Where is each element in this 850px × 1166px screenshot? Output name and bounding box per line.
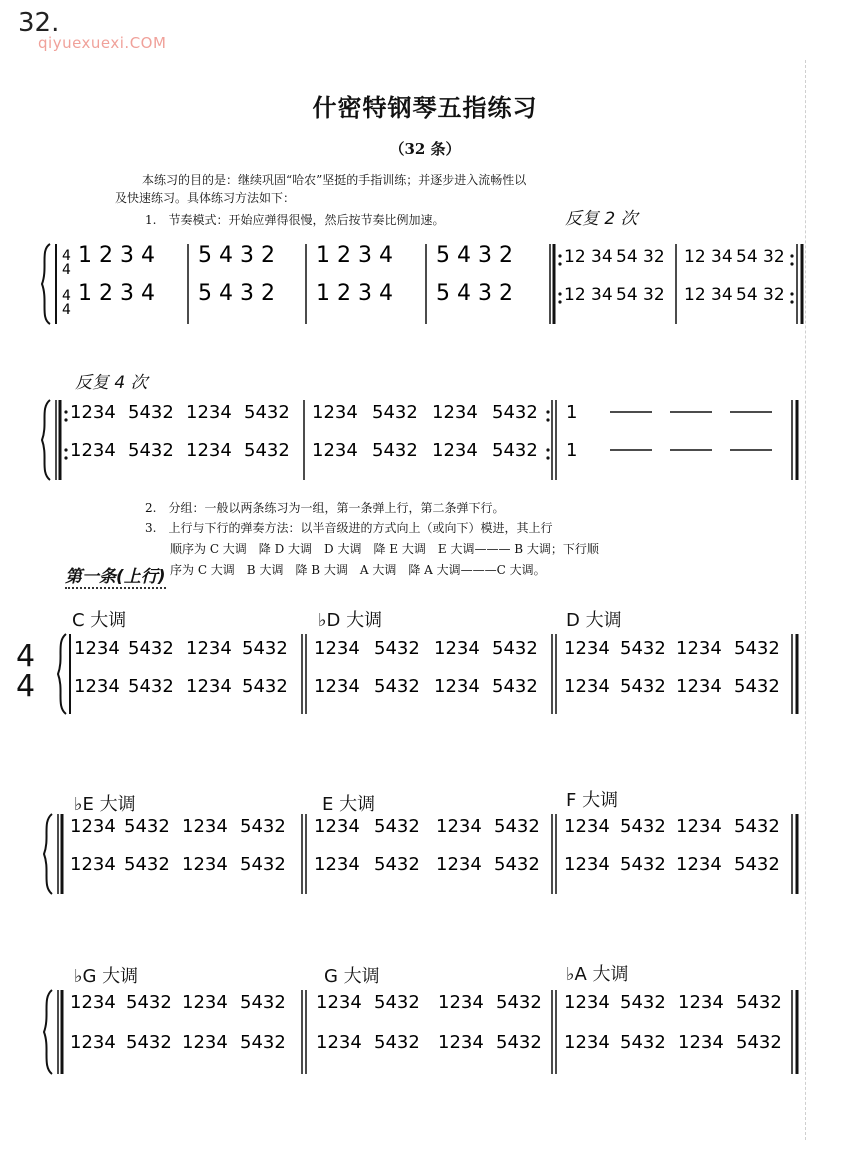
staff-system-4 (40, 810, 810, 900)
measure-db (314, 638, 538, 697)
key-label-db: ♭D 大调 (318, 610, 383, 631)
repeat-dot (558, 292, 561, 295)
repeat-4-annotation: 反复 4 次 (75, 373, 148, 393)
pattern-down: 5432 (736, 1032, 782, 1053)
pattern-up: 1234 (312, 402, 358, 423)
pattern-up: 1234 (186, 638, 232, 659)
page-subtitle: （32 条） (389, 140, 461, 158)
repeat-dot (546, 410, 549, 413)
page-number: 32. (18, 8, 60, 38)
measure-ab (564, 992, 782, 1053)
pattern-down: 5432 (240, 854, 286, 875)
pattern-down: 5432 (128, 440, 174, 461)
pattern-up: 1234 (316, 992, 362, 1013)
repeat-dot (546, 418, 549, 421)
key-label-c: C 大调 (72, 610, 127, 631)
key-label-gb: ♭G 大调 (74, 966, 139, 987)
pattern-up-16: 12 34 (564, 285, 613, 305)
pattern-down: 5432 (372, 440, 418, 461)
pattern-down: 5432 (620, 854, 666, 875)
pattern-down-16: 54 32 (616, 285, 665, 305)
pattern-down-16: 54 32 (616, 247, 665, 267)
pattern-down: 5432 (734, 854, 780, 875)
pattern-up: 1234 (70, 1032, 116, 1053)
time-sig-top: 4 (62, 288, 71, 304)
pattern-up: 1234 (678, 992, 724, 1013)
repeat-dot (558, 300, 561, 303)
pattern-down: 5432 (620, 816, 666, 837)
measure-e (314, 816, 540, 875)
pattern-up: 1234 (74, 676, 120, 697)
pattern-up: 1 2 3 4 (316, 281, 393, 306)
staff-system-2 (40, 396, 810, 486)
pattern-down: 5432 (492, 402, 538, 423)
brace (58, 634, 66, 714)
brace (42, 244, 50, 324)
pattern-up: 1234 (564, 992, 610, 1013)
pattern-down-16: 54 32 (736, 285, 785, 305)
time-signature-large (16, 639, 36, 704)
repeat-dot (558, 262, 561, 265)
pattern-down: 5432 (620, 676, 666, 697)
key-label-g: G 大调 (324, 966, 380, 987)
time-sig-top: 4 (16, 639, 36, 674)
pattern-down: 5 4 3 2 (198, 243, 275, 268)
pattern-down: 5432 (374, 1032, 420, 1053)
pattern-down: 5432 (494, 854, 540, 875)
pattern-down: 5432 (736, 992, 782, 1013)
pattern-down: 5432 (374, 816, 420, 837)
pattern-down: 5432 (244, 440, 290, 461)
pattern-down: 5432 (126, 992, 172, 1013)
pattern-up: 1234 (676, 638, 722, 659)
pattern-down: 5432 (240, 816, 286, 837)
measure-d (564, 638, 780, 697)
pattern-up-16: 12 34 (684, 285, 733, 305)
pattern-up: 1234 (70, 816, 116, 837)
pattern-up: 1234 (438, 1032, 484, 1053)
brace (42, 400, 50, 480)
brace (44, 814, 52, 894)
pattern-down: 5 4 3 2 (198, 281, 275, 306)
pattern-up: 1 2 3 4 (78, 281, 155, 306)
time-sig-bottom: 4 (62, 302, 71, 318)
key-label-d: D 大调 (566, 610, 622, 631)
pattern-down: 5432 (128, 402, 174, 423)
repeat-dot (790, 300, 793, 303)
repeat-dot (64, 410, 67, 413)
pattern-down: 5432 (128, 676, 174, 697)
pattern-down: 5432 (124, 854, 170, 875)
pattern-up: 1234 (564, 854, 610, 875)
pattern-down: 5432 (244, 402, 290, 423)
pattern-up: 1234 (678, 1032, 724, 1053)
pattern-down: 5432 (494, 816, 540, 837)
pattern-down: 5432 (620, 638, 666, 659)
pattern-up: 1234 (564, 638, 610, 659)
pattern-down: 5432 (372, 402, 418, 423)
pattern-down: 5432 (734, 816, 780, 837)
pattern-down-16: 54 32 (736, 247, 785, 267)
pattern-up: 1234 (432, 402, 478, 423)
pattern-down: 5432 (492, 440, 538, 461)
pattern-up: 1234 (74, 638, 120, 659)
repeat-dot (546, 448, 549, 451)
pattern-up: 1234 (676, 816, 722, 837)
repeat-dot (64, 418, 67, 421)
intro-item-1: 1. 节奏模式：开始应弹得很慢，然后按节奏比例加速。 (145, 213, 445, 227)
pattern-down: 5432 (496, 992, 542, 1013)
pattern-up: 1234 (182, 992, 228, 1013)
pattern-up: 1234 (436, 816, 482, 837)
pattern-down: 5432 (374, 992, 420, 1013)
measure-gb (70, 992, 286, 1053)
pattern-up: 1234 (312, 440, 358, 461)
pattern-down: 5432 (374, 676, 420, 697)
staff-system-5 (40, 986, 810, 1078)
pattern-down: 5432 (492, 676, 538, 697)
repeat-dot (558, 254, 561, 257)
time-sig-top: 4 (62, 248, 71, 264)
measure-f (564, 816, 780, 875)
pattern-up: 1234 (186, 676, 232, 697)
whole-note: 1 (566, 440, 578, 461)
pattern-up-16: 12 34 (684, 247, 733, 267)
pattern-down: 5432 (496, 1032, 542, 1053)
pattern-up: 1234 (182, 816, 228, 837)
pattern-up: 1234 (564, 816, 610, 837)
pattern-down: 5432 (240, 1032, 286, 1053)
pattern-up: 1234 (314, 638, 360, 659)
repeat-dot (546, 456, 549, 459)
measure-g (316, 992, 542, 1053)
pattern-up: 1 2 3 4 (316, 243, 393, 268)
pattern-up: 1234 (434, 638, 480, 659)
pattern-up: 1234 (438, 992, 484, 1013)
scan-margin-line (805, 60, 806, 1140)
intro-line-1: 本练习的目的是：继续巩固“哈农”坚挺的手指训练；并逐步进入流畅性以 (142, 173, 527, 187)
intro-line-2: 及快速练习。具体练习方法如下： (115, 191, 296, 205)
pattern-up: 1234 (182, 1032, 228, 1053)
pattern-down: 5 4 3 2 (436, 243, 513, 268)
pattern-down: 5432 (620, 992, 666, 1013)
time-sig-bottom: 4 (16, 669, 36, 704)
measure-c (74, 638, 288, 697)
pattern-up: 1234 (314, 854, 360, 875)
pattern-up: 1234 (564, 676, 610, 697)
repeat-dot (64, 448, 67, 451)
pattern-up: 1234 (70, 854, 116, 875)
pattern-up: 1234 (70, 402, 116, 423)
section-heading-first: 第一条(上行) (65, 562, 166, 589)
pattern-up: 1234 (314, 676, 360, 697)
pattern-down: 5432 (734, 676, 780, 697)
pattern-up: 1234 (182, 854, 228, 875)
pattern-down: 5432 (240, 992, 286, 1013)
pattern-down: 5432 (242, 638, 288, 659)
repeat-dot (790, 254, 793, 257)
method-item-3-line-3: 序为 C 大调 B 大调 降 B 大调 A 大调 降 A 大调———C 大调。 (170, 563, 546, 577)
pattern-up: 1234 (316, 1032, 362, 1053)
staff-system-3 (40, 630, 810, 720)
repeat-dot (790, 262, 793, 265)
watermark: qiyuexuexi.COM (38, 34, 167, 52)
key-label-e: E 大调 (322, 794, 376, 815)
pattern-down: 5432 (734, 638, 780, 659)
pattern-down: 5432 (124, 816, 170, 837)
pattern-up: 1234 (564, 1032, 610, 1053)
time-sig-bottom: 4 (62, 262, 71, 278)
pattern-up: 1234 (70, 992, 116, 1013)
pattern-up: 1 2 3 4 (78, 243, 155, 268)
pattern-down: 5432 (374, 854, 420, 875)
pattern-down: 5432 (492, 638, 538, 659)
key-label-ab: ♭A 大调 (566, 964, 629, 985)
page-title: 什密特钢琴五指练习 (312, 93, 538, 122)
pattern-down: 5432 (242, 676, 288, 697)
pattern-up: 1234 (676, 854, 722, 875)
measure-eb (70, 816, 286, 875)
pattern-up: 1234 (436, 854, 482, 875)
pattern-up: 1234 (186, 402, 232, 423)
pattern-up: 1234 (676, 676, 722, 697)
method-item-2: 2. 分组：一般以两条练习为一组，第一条弹上行，第二条弹下行。 (145, 501, 505, 515)
method-item-3-line-1: 3. 上行与下行的弹奏方法：以半音级进的方式向上（或向下）模进，其上行 (145, 521, 553, 535)
pattern-down: 5432 (128, 638, 174, 659)
pattern-down: 5432 (374, 638, 420, 659)
pattern-up: 1234 (186, 440, 232, 461)
pattern-down: 5432 (126, 1032, 172, 1053)
pattern-up: 1234 (70, 440, 116, 461)
key-label-f: F 大调 (566, 790, 619, 811)
pattern-up: 1234 (432, 440, 478, 461)
pattern-up: 1234 (314, 816, 360, 837)
repeat-dot (64, 456, 67, 459)
whole-note: 1 (566, 402, 578, 423)
brace (44, 990, 52, 1074)
repeat-2-annotation: 反复 2 次 (565, 209, 638, 229)
pattern-up-16: 12 34 (564, 247, 613, 267)
key-label-eb: ♭E 大调 (74, 794, 136, 815)
method-item-3-line-2: 顺序为 C 大调 降 D 大调 D 大调 降 E 大调 E 大调——— B 大调；下行顺 (170, 542, 599, 556)
pattern-down: 5 4 3 2 (436, 281, 513, 306)
repeat-dot (790, 292, 793, 295)
pattern-down: 5432 (620, 1032, 666, 1053)
staff-system-1 (40, 238, 810, 330)
pattern-up: 1234 (434, 676, 480, 697)
